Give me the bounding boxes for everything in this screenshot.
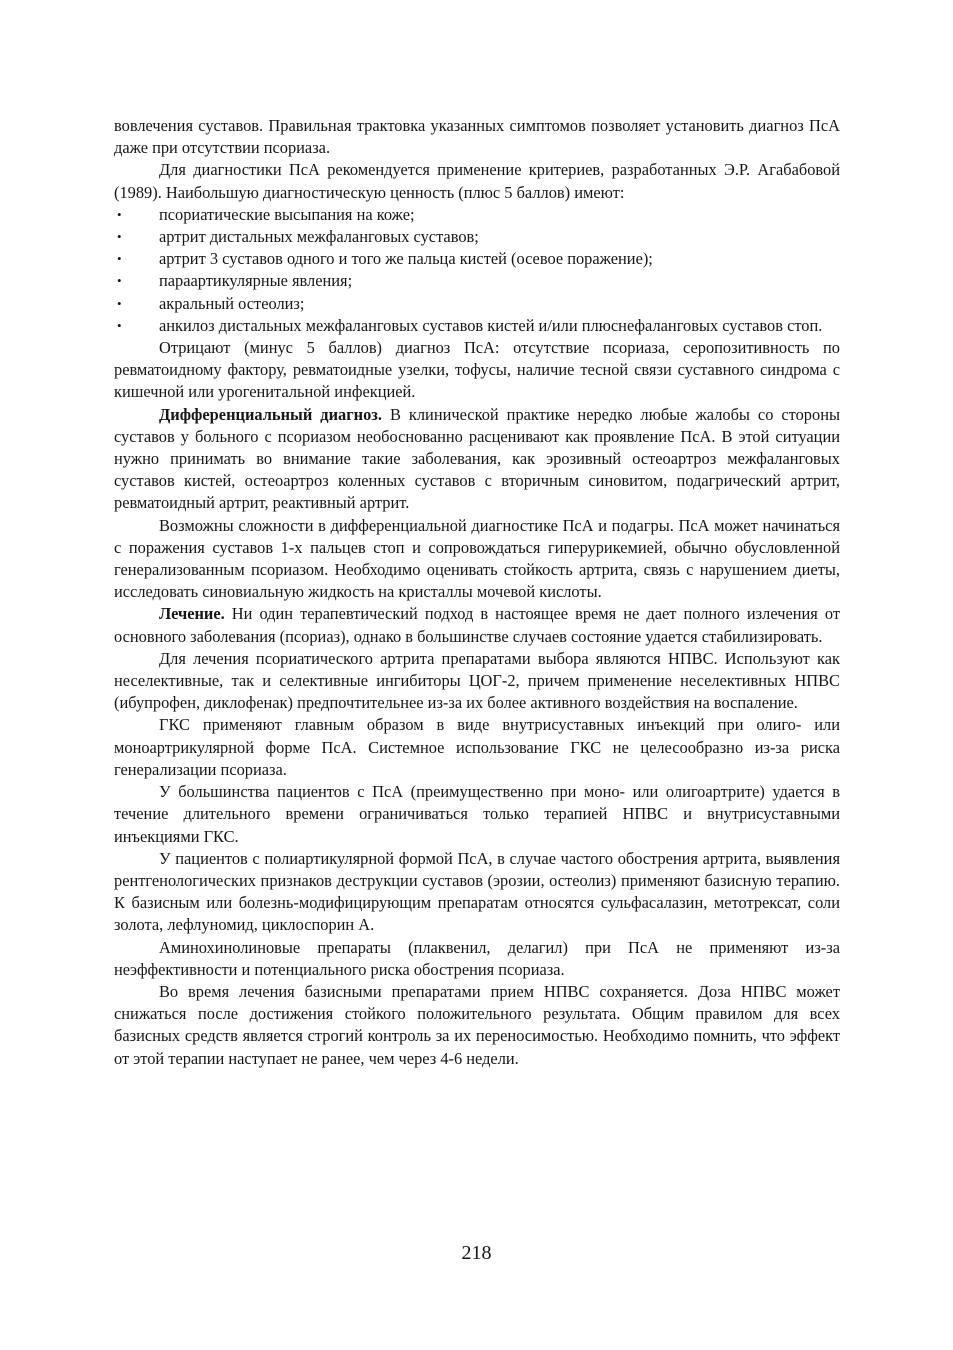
paragraph: Для диагностики ПсА рекомендуется применение критериев, разработанных Э.Р. Агабабовой (1989). Наибольшую диагностическую ценность (плюс 5 баллов) имеют: (114, 160, 840, 202)
paragraph-text: В клинической практике нередко любые жалобы со стороны суставов у больного с псориазом необоснованно расценивают как проявление ПсА. В этой ситуации нужно принимать во внимание такие заболевания, как эрозивный остеоартроз межфаланговых суставов кистей, остеоартроз коленных суставов с вторичным синовитом, подагрический артрит, ревматоидный артрит, реактивный артрит. (114, 404, 840, 513)
list-item (114, 204, 840, 226)
paragraph: Для лечения псориатического артрита препаратами выбора являются НПВС. Используют как неселективные, так и селективные ингибиторы ЦОГ-2, причем применение неселективных НПВС (ибупрофен, диклофенак) предпочтительнее из-за их более активного воздействия на воспаление. (114, 648, 840, 713)
paragraph: ГКС применяют главным образом в виде внутрисуставных инъекций при олиго- или моноартрикулярной форме ПсА. Системное использование ГКС не целесообразно из-за риска генерализации псориаза. (114, 715, 840, 779)
list-item (114, 293, 840, 315)
body-text (114, 115, 840, 1070)
page-number: 218 (461, 1242, 492, 1264)
bullet-icon: • (117, 295, 122, 311)
bullet-icon: • (117, 317, 122, 333)
list-item (114, 226, 840, 248)
paragraph-text: Ни один терапевтический подход в настоящее время не дает полного излечения от основного заболевания (псориаз), однако в большинстве случаев состояние удается стабилизировать. (114, 604, 840, 646)
list-item-text: псориатические высыпания на коже; (159, 204, 415, 224)
paragraph (114, 603, 840, 647)
bullet-icon: • (117, 273, 122, 289)
list-item-text: артрит 3 суставов одного и того же пальца кистей (осевое поражение); (159, 249, 653, 269)
list-item (114, 315, 840, 337)
criteria-list (114, 204, 840, 337)
list-item-text: параартикулярные явления; (159, 271, 353, 291)
paragraph: У пациентов с полиартикулярной формой ПсА, в случае частого обострения артрита, выявления рентгенологических признаков деструкции суставов (эрозии, остеолиз) применяют базисную терапию. К базисным или болезнь-модифицирующим препаратам относятся сульфасалазин, метотрексат, соли золота, лефлуномид, циклоспорин А. (114, 848, 840, 935)
bullet-icon: • (117, 229, 122, 245)
list-item-text: акральный остеолиз; (159, 293, 305, 313)
list-item (114, 248, 840, 270)
section-heading: Лечение. (159, 604, 225, 624)
paragraph: Аминохинолиновые препараты (плаквенил, делагил) при ПсА не применяют из-за неэффективности и потенциального риска обострения псориаза. (114, 937, 840, 979)
paragraph: Во время лечения базисными препаратами прием НПВС сохраняется. Доза НПВС может снижаться после достижения стойкого положительного результата. Общим правилом для всех базисных средств является строгий контроль за их переносимостью. Необходимо помнить, что эффект от этой терапии наступает не ранее, чем через 4-6 недели. (114, 981, 840, 1068)
paragraph: Отрицают (минус 5 баллов) диагноз ПсА: отсутствие псориаза, серопозитивность по ревматоидному фактору, ревматоидные узелки, тофусы, наличие тесной связи суставного синдрома с кишечной или урогенитальной инфекцией. (114, 338, 840, 402)
bullet-icon: • (117, 206, 122, 222)
paragraph: Возможны сложности в дифференциальной диагностике ПсА и подагры. ПсА может начинаться с поражения суставов 1-х пальцев стоп и сопровождаться гиперурикемией, обычно обусловленной генерализованным псориазом. Необходимо оценивать стойкость артрита, связь с нарушением диеты, исследовать синовиальную жидкость на кристаллы мочевой кислоты. (114, 515, 840, 602)
section-heading: Дифференциальный диагноз. (159, 404, 382, 424)
list-item-text: артрит дистальных межфаланговых суставов; (159, 227, 479, 247)
paragraph: У большинства пациентов с ПсА (преимущественно при моно- или олигоартрите) удается в течение длительного времени ограничиваться только терапией НПВС и внутрисуставными инъекциями ГКС. (114, 782, 840, 846)
paragraph: вовлечения суставов. Правильная трактовка указанных симптомов позволяет установить диагноз ПсА даже при отсутствии псориаза. (114, 116, 840, 158)
bullet-icon: • (117, 251, 122, 267)
list-item (114, 270, 840, 292)
paragraph (114, 404, 840, 515)
list-item-text: анкилоз дистальных межфаланговых суставов кистей и/или плюснефаланговых суставов стоп. (159, 315, 823, 335)
